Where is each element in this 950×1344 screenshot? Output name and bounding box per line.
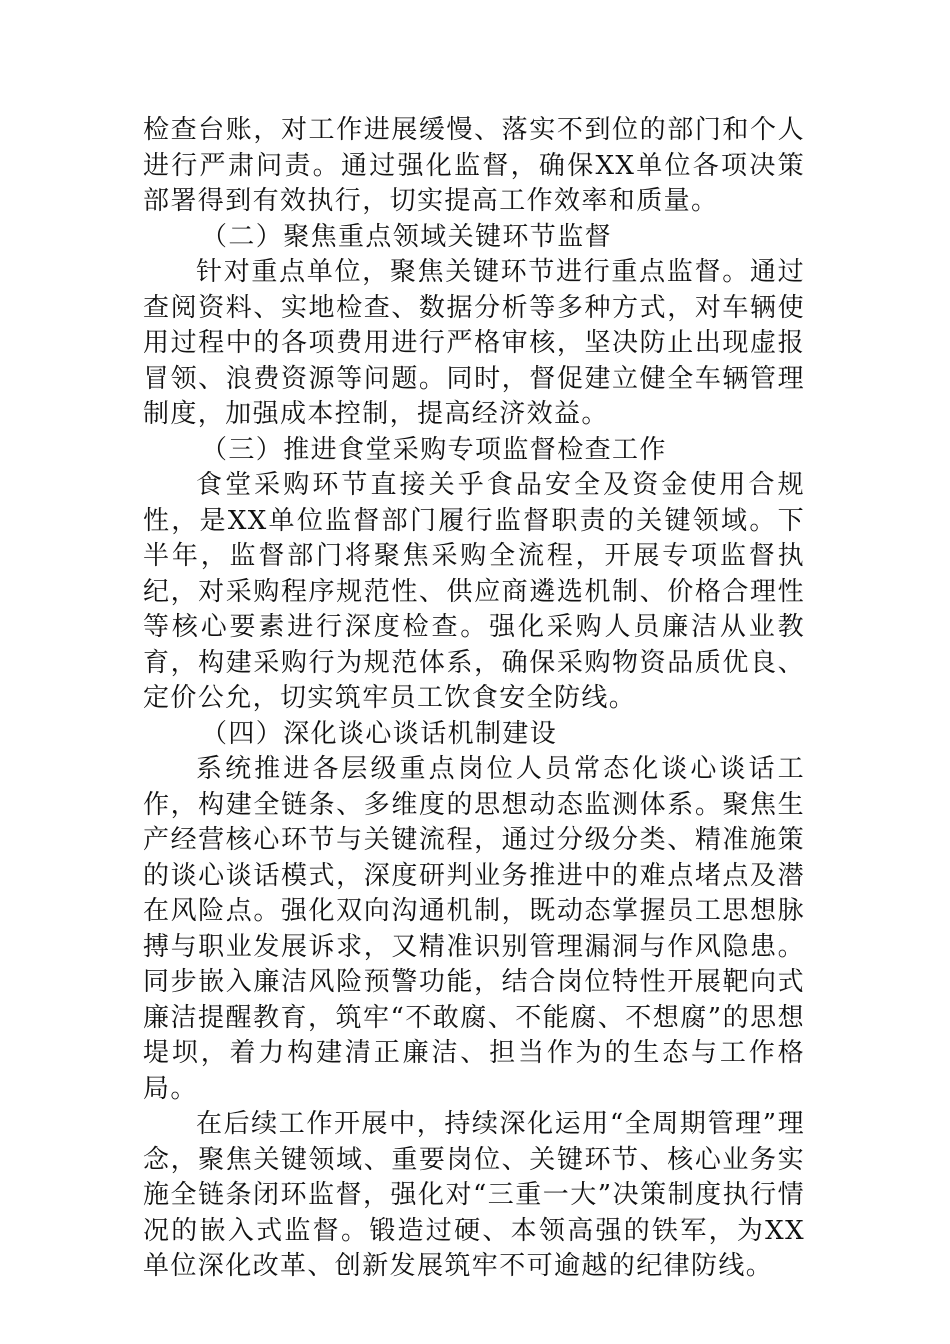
paragraph-conclusion: 在后续工作开展中，持续深化运用“全周期管理”理念，聚焦关键领域、重要岗位、关键环节、核心业务实施全链条闭环监督，强化对“三重一大”决策制度执行情况的嵌入式监督。锻造过硬、本领高强的铁军，为XX单位深化改革、创新发展筑牢不可逾越的纪律防线。 xyxy=(143,1109,805,1281)
document-page xyxy=(143,113,805,1285)
paragraph-canteen-procurement: 食堂采购环节直接关乎食品安全及资金使用合规性，是XX单位监督部门履行监督职责的关键领域。下半年，监督部门将聚焦采购全流程，开展专项监督执纪，对采购程序规范性、供应商遴选机制、价格合理性等核心要素进行深度检查。强化采购人员廉洁从业教育，构建采购行为规范体系，确保采购物资品质优良、定价公允，切实筑牢员工饮食安全防线。 xyxy=(143,470,805,713)
section-heading-3: （三）推进食堂采购专项监督检查工作 xyxy=(201,434,667,465)
paragraph-heart-to-heart-talks: 系统推进各层级重点岗位人员常态化谈心谈话工作，构建全链条、多维度的思想动态监测体系。聚焦生产经营核心环节与关键流程，通过分级分类、精准施策的谈心谈话模式，深度研判业务推进中的难点堵点及潜在风险点。强化双向沟通机制，既动态掌握员工思想脉搏与职业发展诉求，又精准识别管理漏洞与作风隐患。同步嵌入廉洁风险预警功能，结合岗位特性开展靶向式廉洁提醒教育，筑牢“不敢腐、不能腐、不想腐”的思想堤坝，着力构建清正廉洁、担当作为的生态与工作格局。 xyxy=(143,754,805,1104)
paragraph-accountability: 检查台账，对工作进展缓慢、落实不到位的部门和个人进行严肃问责。通过强化监督，确保XX单位各项决策部署得到有效执行，切实提高工作效率和质量。 xyxy=(143,115,805,216)
section-heading-2: （二）聚焦重点领域关键环节监督 xyxy=(201,221,613,252)
section-heading-4: （四）深化谈心谈话机制建设 xyxy=(201,718,558,749)
paragraph-key-areas: 针对重点单位，聚焦关键环节进行重点监督。通过查阅资料、实地检查、数据分析等多种方式，对车辆使用过程中的各项费用进行严格审核，坚决防止出现虚报冒领、浪费资源等问题。同时，督促建立健全车辆管理制度，加强成本控制，提高经济效益。 xyxy=(143,257,805,429)
